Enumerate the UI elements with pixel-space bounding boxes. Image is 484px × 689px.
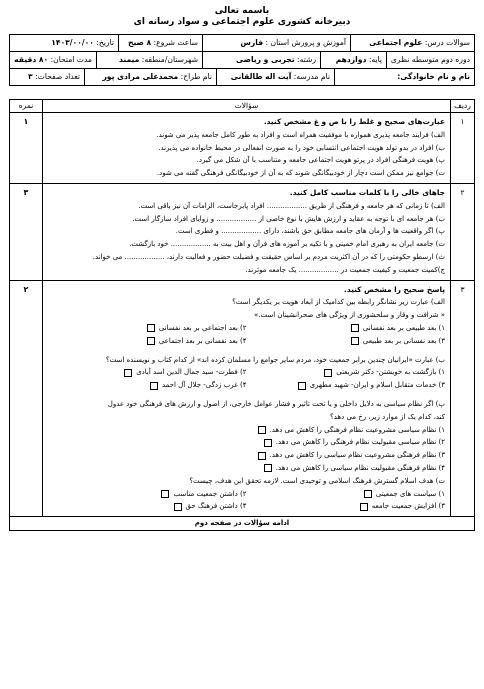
title-line-2: دبیرخانه کشوری علوم اجتماعی و سواد رسانه ای [133, 17, 351, 27]
mc-option[interactable]: ۱) سیاست های جمعیتی [247, 488, 446, 501]
question-row-1 [10, 113, 474, 184]
mc-stem: « شرافت و وقار و سلحشوری از ویژگی های صحرانشینان است.» [254, 311, 445, 320]
blank-line: ت) جامعه ایران به رهبری امام خمینی و با تکیه بر آموزه های قرآن و اهل بیت به .................. خود بازگشت. [129, 240, 445, 249]
checkbox-icon[interactable] [150, 382, 158, 390]
date-cell: تاریخ: ۱۴۰۳/۰۰/۰۰ [51, 38, 114, 47]
field-cell: رشته: تجربی و ریاضی [202, 52, 320, 68]
question-score: ۱ [23, 117, 29, 126]
mc-stem: ت) هدف اسلام گسترش فرهنگ اسلامی و توحیدی است. لازمه تحقق این هدف، چیست؟ [189, 476, 445, 485]
header-row-1 [10, 35, 474, 52]
title-line-1: باسمه تعالی [214, 6, 270, 16]
checkbox-icon[interactable] [298, 382, 306, 390]
mc-option[interactable]: ۴) نظام فرهنگی مقبولیت نظام سیاسی را کاهش می دهد. [48, 462, 445, 475]
mc-option[interactable]: ۱) بعد طبیعی بر بعد نفسانی [247, 322, 446, 335]
mc-option[interactable]: ۲) نظام سیاسی مقبولیت نظام فرهنگی را کاهش می دهد. [48, 436, 445, 449]
checkbox-icon[interactable] [147, 324, 155, 332]
city-cell: شهرستان/منطقه: میمند [96, 52, 202, 68]
mc-options [48, 322, 445, 348]
question-number: ۳ [450, 281, 474, 517]
checkbox-icon[interactable] [124, 369, 132, 377]
question-body [42, 184, 450, 280]
statement-line: الف) فرایند جامعه پذیری همواره با موفقیت همراه است و افراد به طور کامل جامعه پذیر می شوند. [156, 130, 445, 139]
checkbox-icon[interactable] [360, 503, 368, 511]
mc-stem: کند، کدام یک از موارد زیر، رخ می دهد؟ [330, 412, 445, 421]
checkbox-icon[interactable] [264, 439, 272, 447]
questions-column-header: سؤالات [42, 100, 450, 112]
grade-cell: پایه: دوازدهم [320, 52, 386, 68]
continue-note: ادامه سؤالات در صفحه دوم [194, 519, 290, 528]
subject-cell: سوالات درس: علوم اجتماعی [350, 35, 474, 51]
statement-line: ب) افراد در بدو تولد هویت اجتماعی انتسابی خود را به صورت انفعالی در محیط خانواده می پذیرند. [158, 143, 445, 152]
question-title: عبارت‌های صحیح و غلط را با ص و غ مشخص کنید. [263, 117, 445, 126]
level-cell: دوره دوم متوسطه نظری [386, 52, 474, 68]
questions-table [9, 99, 475, 531]
questions-table-header [10, 100, 474, 113]
checkbox-icon[interactable] [264, 464, 272, 472]
province-cell: آموزش و پرورش استان : فارس [202, 35, 350, 51]
row-column-header: ردیف [450, 100, 474, 112]
mc-option[interactable]: ۳) خدمات متقابل اسلام و ایران- شهید مطهری [247, 379, 446, 392]
blank-line: ج)کمیت جمعیت و کیفیت جمعیت در .................. یک جامعه موثرند. [245, 265, 445, 274]
mc-option[interactable]: ۲) داشتن جمعیت مناسب [48, 488, 247, 501]
mc-option[interactable]: ۳) نظام فرهنگی مشروعیت نظام سیاسی را کاهش می دهد. [48, 449, 445, 462]
header-row-2 [10, 52, 474, 69]
checkbox-icon[interactable] [147, 337, 155, 345]
mc-option[interactable]: ۴) بعد نفسانی بر بعد اجتماعی [48, 335, 247, 348]
checkbox-icon[interactable] [174, 503, 182, 511]
question-title: جاهای خالی را با کلمات مناسب کامل کنید. [289, 187, 445, 197]
checkbox-icon[interactable] [258, 426, 266, 434]
question-body [42, 113, 450, 183]
question-number: ۱ [450, 113, 474, 183]
mc-option[interactable]: ۳) افزایش جمعیت جامعه [247, 500, 446, 513]
designer-cell: نام طراح: محمدعلی مرادی پور [84, 69, 216, 85]
mc-options [48, 366, 445, 392]
exam-title [0, 6, 484, 28]
question-row-3 [10, 281, 474, 518]
header-row-3 [10, 69, 474, 85]
mc-option[interactable]: ۳) بعد نفسانی بر بعد طبیعی [247, 335, 446, 348]
checkbox-icon[interactable] [351, 337, 359, 345]
checkbox-icon[interactable] [351, 324, 359, 332]
blank-line: ث) ارسطو حکومتی را که در آن اکثریت مردم بر اساس حقیقت و فضیلت حضور و فعالیت دارند، .................. می خواند. [92, 252, 445, 261]
start-time-cell: ساعت شروع: ۸ صبح [118, 35, 202, 51]
question-score: ۳ [23, 187, 29, 197]
blank-line: الف) تا زمانی که هر جامعه و فرهنگی از طریق .................. افراد پابرجاست، الزامات آن نیز باقی است. [138, 201, 445, 210]
mc-option[interactable]: ۱) نظام سیاسی مشروعیت نظام فرهنگی را کاهش می دهد. [48, 424, 445, 437]
mc-stem: پ) اگر نظام سیاسی به دلایل داخلی و یا تحت تاثیر و فشار عوامل خارجی، از اصول و ارزش های فرهنگی خود عدول [107, 399, 445, 408]
question-body [42, 281, 450, 517]
checkbox-icon[interactable] [324, 369, 332, 377]
question-title: پاسخ صحیح را مشخص کنید. [344, 284, 445, 294]
blank-line: پ) اگر واقعیت ها و آرمان های جامعه مطابق حق باشند، دارای .................. و فطری است. [175, 227, 445, 236]
question-score: ۲ [23, 284, 29, 294]
duration-cell: مدت امتحان: ۸۰ دقیقه [14, 55, 92, 64]
checkbox-icon[interactable] [364, 490, 372, 498]
student-name-cell: نام و نام خانوادگی: [334, 69, 474, 85]
mc-options [48, 488, 445, 514]
blank-line: ب) هر جامعه ای با توجه به عقاید و ارزش هایش با نوع خاصی از .................. و زوایای افراد سازگار است. [132, 214, 445, 223]
mc-option[interactable]: ۲) بعد اجتماعی بر بعد نفسانی [48, 322, 247, 335]
pages-cell: تعداد صفحات: ۳ [28, 72, 80, 81]
mc-stem: الف) عبارت زیر نشانگر رابطه بین کدامیک از ابعاد هویت بر یکدیگر است؟ [232, 298, 445, 307]
score-column-header: نمره [18, 101, 34, 110]
statement-line: ت) جوامع نیز ممکن است دچار از خودبیگانگی شوند که به آن از خودبیگانگی فرهنگی گفته می شود. [156, 169, 445, 178]
mc-stem: ب) عبارت «ایرانیان چندین برابر جمعیت خود، مردم سایر جوامع را مسلمان کرده اند» از کدام کتاب و نویسنده است؟ [105, 355, 445, 364]
school-cell: نام مدرسه: آیت اله طالقانی [216, 69, 334, 85]
statement-line: پ) هویت فرهنگی افراد در پرتو هویت اجتماعی جامعه و متناسب با آن شکل می گیرد. [196, 156, 445, 165]
mc-option[interactable]: ۴) غرب زدگی- جلال آل احمد [48, 379, 247, 392]
exam-header-table [9, 34, 475, 86]
mc-option[interactable]: ۱) بازگشت به خویشتن- دکتر شریعتی [247, 366, 446, 379]
mc-option[interactable]: ۲) فطرت- سید جمال الدین اسد آبادی [48, 366, 247, 379]
mc-option[interactable]: ۴) داشتن فرهنگ حق [48, 500, 247, 513]
question-row-2 [10, 184, 474, 281]
checkbox-icon[interactable] [161, 490, 169, 498]
checkbox-icon[interactable] [258, 452, 266, 460]
question-number: ۲ [450, 184, 474, 280]
